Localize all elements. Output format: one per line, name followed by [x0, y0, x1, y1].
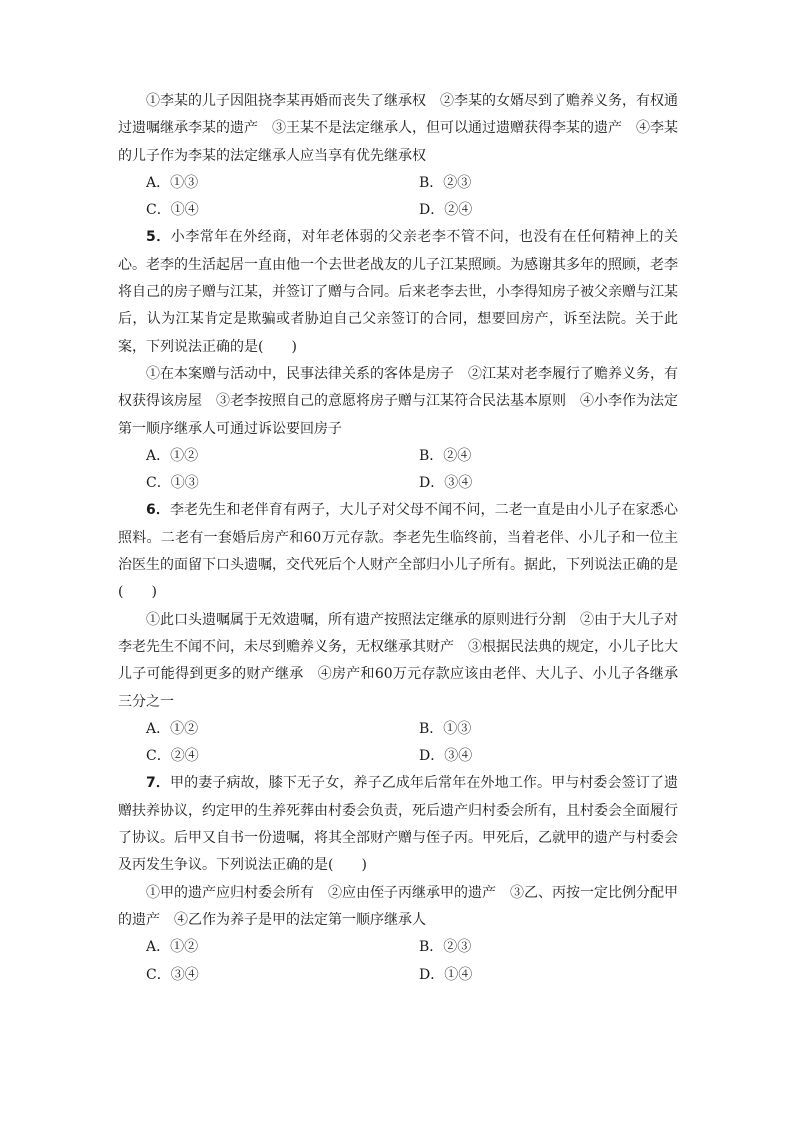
q6-number: 6． [146, 502, 170, 519]
q7-option-b: B．②③ [419, 939, 472, 956]
q6-option-c: C．②④ [146, 748, 199, 765]
q5-option-d: D．③④ [419, 475, 473, 492]
q5-stem [118, 224, 678, 360]
q6-option-d: D．③④ [419, 748, 473, 765]
q7-option-a: A．①② [146, 939, 199, 956]
q5-number: 5． [146, 229, 171, 246]
q4-statements: ①李某的儿子因阻挠李某再婚而丧失了继承权 ②李某的女婿尽到了赡养义务，有权通过遗嘱继承李某的遗产 ③王某不是法定继承人，但可以通过遗赠获得李某的遗产 ④李某的儿子作为李某的法定继承人应当享有优先继承权 [118, 93, 678, 164]
q4-option-d: D．②④ [419, 202, 473, 219]
q4-option-a: A．①③ [146, 174, 199, 191]
question-content [118, 88, 678, 989]
q5-option-c: C．①③ [146, 475, 199, 492]
q7-option-c: C．③④ [146, 966, 199, 983]
q6-stem-text: 李老先生和老伴育有两子，大儿子对父母不闻不问，二老一直是由小儿子在家悉心照料。二老有一套婚后房产和60万元存款。李老先生临终前，当着老伴、小儿子和一位主治医生的面留下口头遗嘱，交代死后个人财产全部归小儿子所有。据此，下列说法正确的是( ) [118, 502, 679, 601]
q5-options [146, 443, 678, 498]
q7-number: 7． [146, 775, 170, 792]
q5-option-a: A．①② [146, 447, 199, 464]
q6-option-b: B．①③ [419, 720, 472, 737]
q5-stem-text: 小李常年在外经商，对年老体弱的父亲老李不管不问，也没有在任何精神上的关心。老李的生活起居一直由他一个去世老战友的儿子江某照顾。为感谢其多年的照顾，老李将自己的房子赠与江某，并签订了赠与合同。后来老李去世，小李得知房子被父亲赠与江某后，认为江某肯定是欺骗或者胁迫自己父亲签订的合同，想要回房产，诉至法院。关于此案，下列说法正确的是( ) [118, 229, 678, 355]
q4-option-c: C．①④ [146, 202, 199, 219]
q7-stem [118, 770, 678, 879]
q6-option-a: A．①② [146, 720, 199, 737]
q7-statements: ①甲的遗产应归村委会所有 ②应由侄子丙继承甲的遗产 ③乙、丙按一定比例分配甲的遗产 ④乙作为养子是甲的法定第一顺序继承人 [118, 884, 678, 928]
q6-statements: ①此口头遗嘱属于无效遗嘱，所有遗产按照法定继承的原则进行分割 ②由于大儿子对李老先生不闻不问，未尽到赡养义务，无权继承其财产 ③根据民法典的规定，小儿子比大儿子可能得到更多的财产继承 ④房产和60万元存款应该由老伴、大儿子、小儿子各继承三分之一 [118, 611, 678, 710]
q5-option-b: B．②④ [419, 447, 472, 464]
q6-stem [118, 497, 678, 606]
q4-option-b: B．②③ [419, 174, 472, 191]
q4-options [146, 170, 678, 225]
q5-statements: ①在本案赠与活动中，民事法律关系的客体是房子 ②江某对老李履行了赡养义务，有权获得该房屋 ③老李按照自己的意愿将房子赠与江某符合民法基本原则 ④小李作为法定第一顺序继承人可通过诉讼要回房子 [118, 365, 678, 437]
q7-stem-text: 甲的妻子病故，膝下无子女，养子乙成年后常年在外地工作。甲与村委会签订了遗赠扶养协议，约定甲的生养死葬由村委会负责，死后遗产归村委会所有，且村委会全面履行了协议。后甲又自书一份遗嘱，将其全部财产赠与侄子丙。甲死后，乙就甲的遗产与村委会及丙发生争议。下列说法正确的是( ) [118, 775, 679, 874]
q7-option-d: D．①④ [419, 966, 473, 983]
q7-options [146, 934, 678, 989]
q6-options [146, 716, 678, 771]
